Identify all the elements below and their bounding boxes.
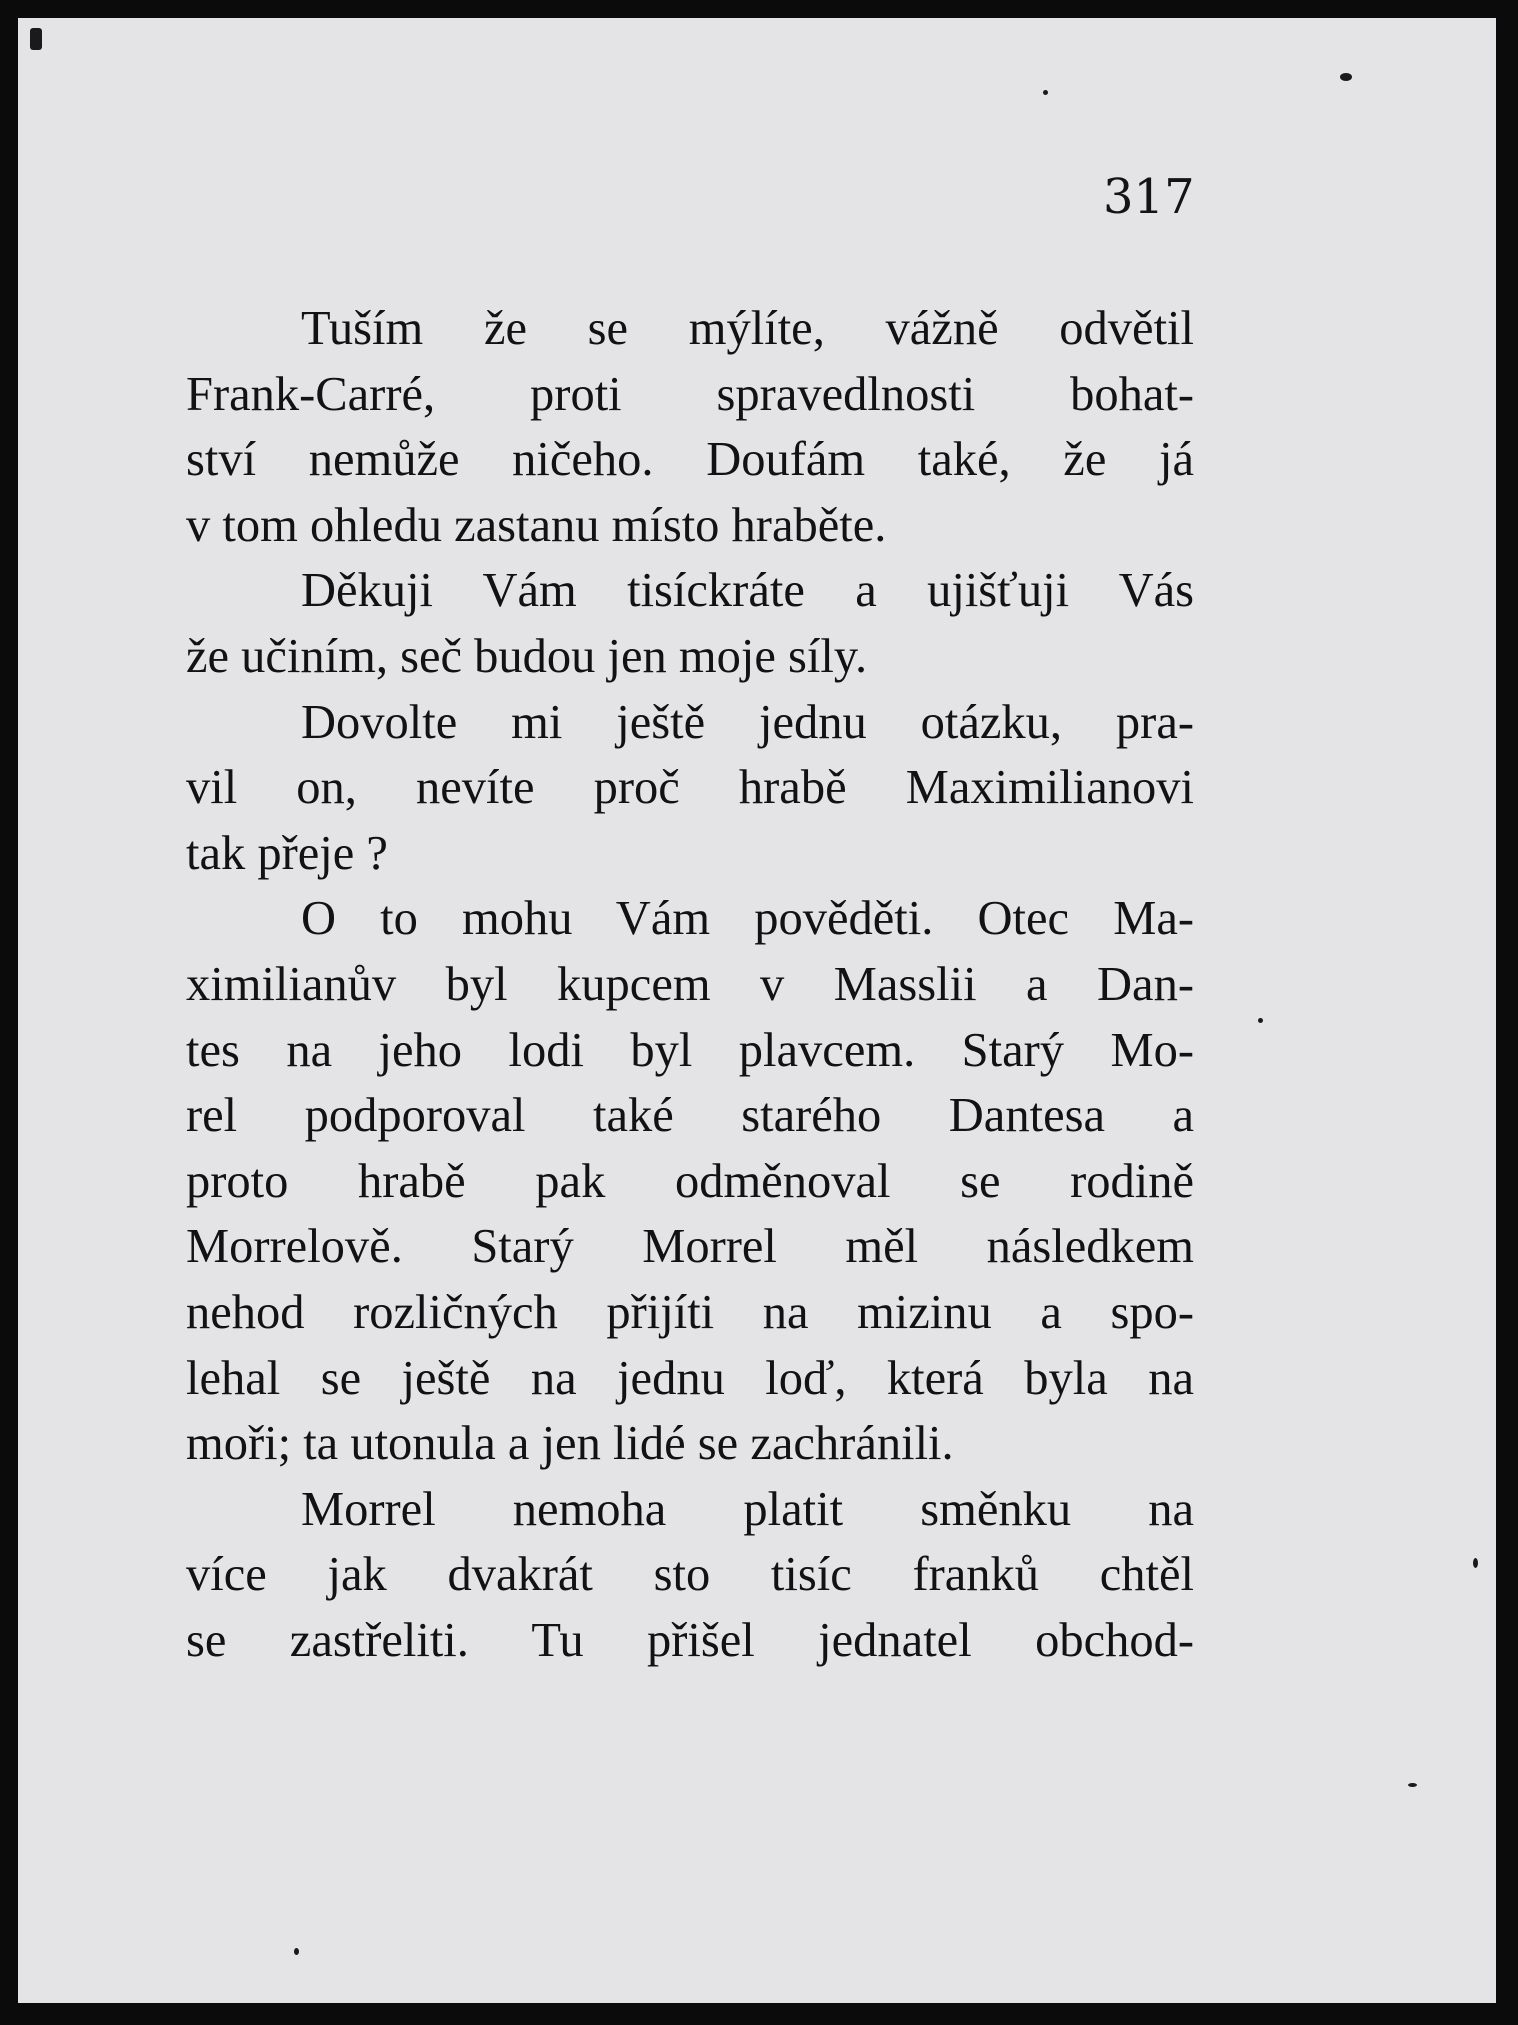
- text-line: v tom ohledu zastanu místo hraběte.: [186, 498, 887, 552]
- text-line: tak přeje ?: [186, 826, 388, 880]
- text-line: Morrelově. Starý Morrel měl následkem: [186, 1220, 1194, 1274]
- page-number: 317: [1103, 169, 1195, 225]
- text-line: ství nemůže ničeho. Doufám také, že já: [186, 433, 1194, 487]
- ink-speck: [294, 1948, 299, 1955]
- text-line: Frank-Carré, proti spravedlnosti bohat-: [186, 367, 1194, 421]
- book-page: [18, 18, 1496, 2003]
- body-text: [186, 296, 1194, 1673]
- text-line: nehod rozličných přijíti na mizinu a spo-: [186, 1285, 1194, 1339]
- ink-speck: [1258, 1018, 1263, 1023]
- ink-speck: [1473, 1558, 1478, 1568]
- ink-speck: [1340, 73, 1352, 81]
- ink-speck: [1043, 90, 1048, 95]
- text-line: proto hrabě pak odměnoval se rodině: [186, 1154, 1194, 1208]
- text-line: Tuším že se mýlíte, vážně odvětil: [301, 302, 1194, 355]
- text-line: více jak dvakrát sto tisíc franků chtěl: [186, 1548, 1194, 1602]
- text-line: vil on, nevíte proč hrabě Maximilianovi: [186, 761, 1194, 815]
- text-line: tes na jeho lodi byl plavcem. Starý Mo-: [186, 1023, 1194, 1077]
- text-line: lehal se ještě na jednu loď, která byla na: [186, 1351, 1194, 1405]
- ink-speck: [1408, 1783, 1417, 1787]
- text-line: moři; ta utonula a jen lidé se zachránili.: [186, 1417, 954, 1471]
- text-line: rel podporoval také starého Dantesa a: [186, 1089, 1194, 1143]
- text-line: Děkuji Vám tisíckráte a ujišťuji Vás: [301, 564, 1194, 618]
- text-line: Dovolte mi ještě jednu otázku, pra-: [301, 695, 1194, 749]
- text-line: Morrel nemoha platit směnku na: [301, 1482, 1194, 1536]
- text-line: se zastřeliti. Tu přišel jednatel obchod-: [186, 1613, 1194, 1667]
- text-line: ximilianův byl kupcem v Masslii a Dan-: [186, 957, 1194, 1011]
- text-line: že učiním, seč budou jen moje síly.: [186, 629, 868, 683]
- text-line: O to mohu Vám pověděti. Otec Ma-: [301, 892, 1194, 946]
- ink-speck: [30, 28, 42, 50]
